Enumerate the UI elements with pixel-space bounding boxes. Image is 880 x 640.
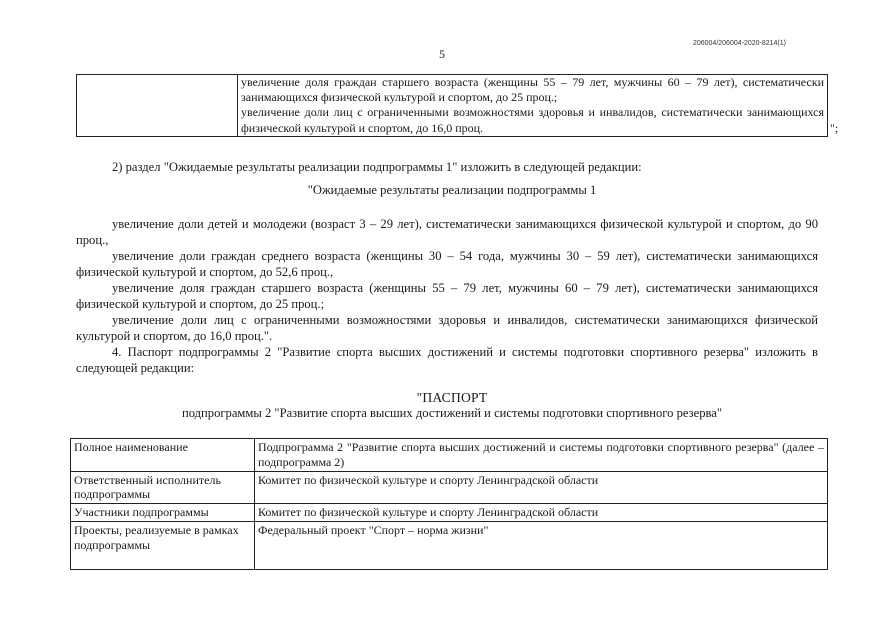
closing-quote: "; <box>830 121 839 135</box>
paragraph: увеличение доля граждан старшего возраста (женщины 55 – 79 лет, мужчины 60 – 79 лет), систематически занимающихся физической культурой и спортом, до 25 проц.; <box>76 281 818 311</box>
paragraph: увеличение доли граждан среднего возраста (женщины 30 – 54 года, мужчины 30 – 59 лет), систематически занимающихся физической культурой и спортом, до 52,6 проц., <box>76 249 818 279</box>
table-row <box>77 75 828 137</box>
continuation-label-cell <box>77 75 238 137</box>
passport-value: Подпрограмма 2 "Развитие спорта высших достижений и системы подготовки спортивного резерва" (далее – подпрограмма 2) <box>255 439 828 472</box>
passport-label: Полное наименование <box>71 439 255 472</box>
section-heading: "Ожидаемые результаты реализации подпрограммы 1 <box>307 183 597 197</box>
paragraph: увеличение доли лиц с ограниченными возможностями здоровья и инвалидов, систематически занимающихся физической культурой и спортом, до 16,0 проц.". <box>76 313 818 343</box>
table-row <box>71 471 828 504</box>
section-intro: 2) раздел "Ожидаемые результаты реализации подпрограммы 1" изложить в следующей редакции: <box>112 160 642 174</box>
continuation-line: увеличение доля граждан старшего возраста (женщины 55 – 79 лет, мужчины 60 – 79 лет), систематически занимающихся физической культурой и спортом, до 25 проц.; <box>241 75 824 105</box>
table-row <box>71 439 828 472</box>
passport-label: Участники подпрограммы <box>71 504 255 522</box>
passport-title: "ПАСПОРТ <box>416 390 488 405</box>
page-number: 5 <box>439 47 445 61</box>
continuation-text-cell <box>238 75 828 137</box>
passport-value: Комитет по физической культуре и спорту Ленинградской области <box>255 504 828 522</box>
table-row <box>71 504 828 522</box>
continuation-table <box>76 74 828 137</box>
table-row <box>71 521 828 569</box>
passport-label: Проекты, реализуемые в рамках подпрограммы <box>71 521 255 569</box>
passport-value: Федеральный проект "Спорт – норма жизни" <box>255 521 828 569</box>
paragraph: увеличение доли детей и молодежи (возраст 3 – 29 лет), систематически занимающихся физической культурой и спортом, до 90 проц., <box>76 217 818 247</box>
passport-subtitle: подпрограммы 2 "Развитие спорта высших достижений и системы подготовки спортивного резерва" <box>181 406 723 420</box>
passport-table <box>70 438 828 570</box>
passport-label: Ответственный исполнитель подпрограммы <box>71 471 255 504</box>
continuation-line: увеличение доли лиц с ограниченными возможностями здоровья и инвалидов, систематически занимающихся физической культурой и спортом, до 16,0 проц. <box>241 105 824 135</box>
passport-value: Комитет по физической культуре и спорту Ленинградской области <box>255 471 828 504</box>
paragraph: 4. Паспорт подпрограммы 2 "Развитие спорта высших достижений и системы подготовки спортивного резерва" изложить в следующей редакции: <box>76 345 818 375</box>
document-id: 206004/206004-2020-8214(1) <box>692 40 786 47</box>
